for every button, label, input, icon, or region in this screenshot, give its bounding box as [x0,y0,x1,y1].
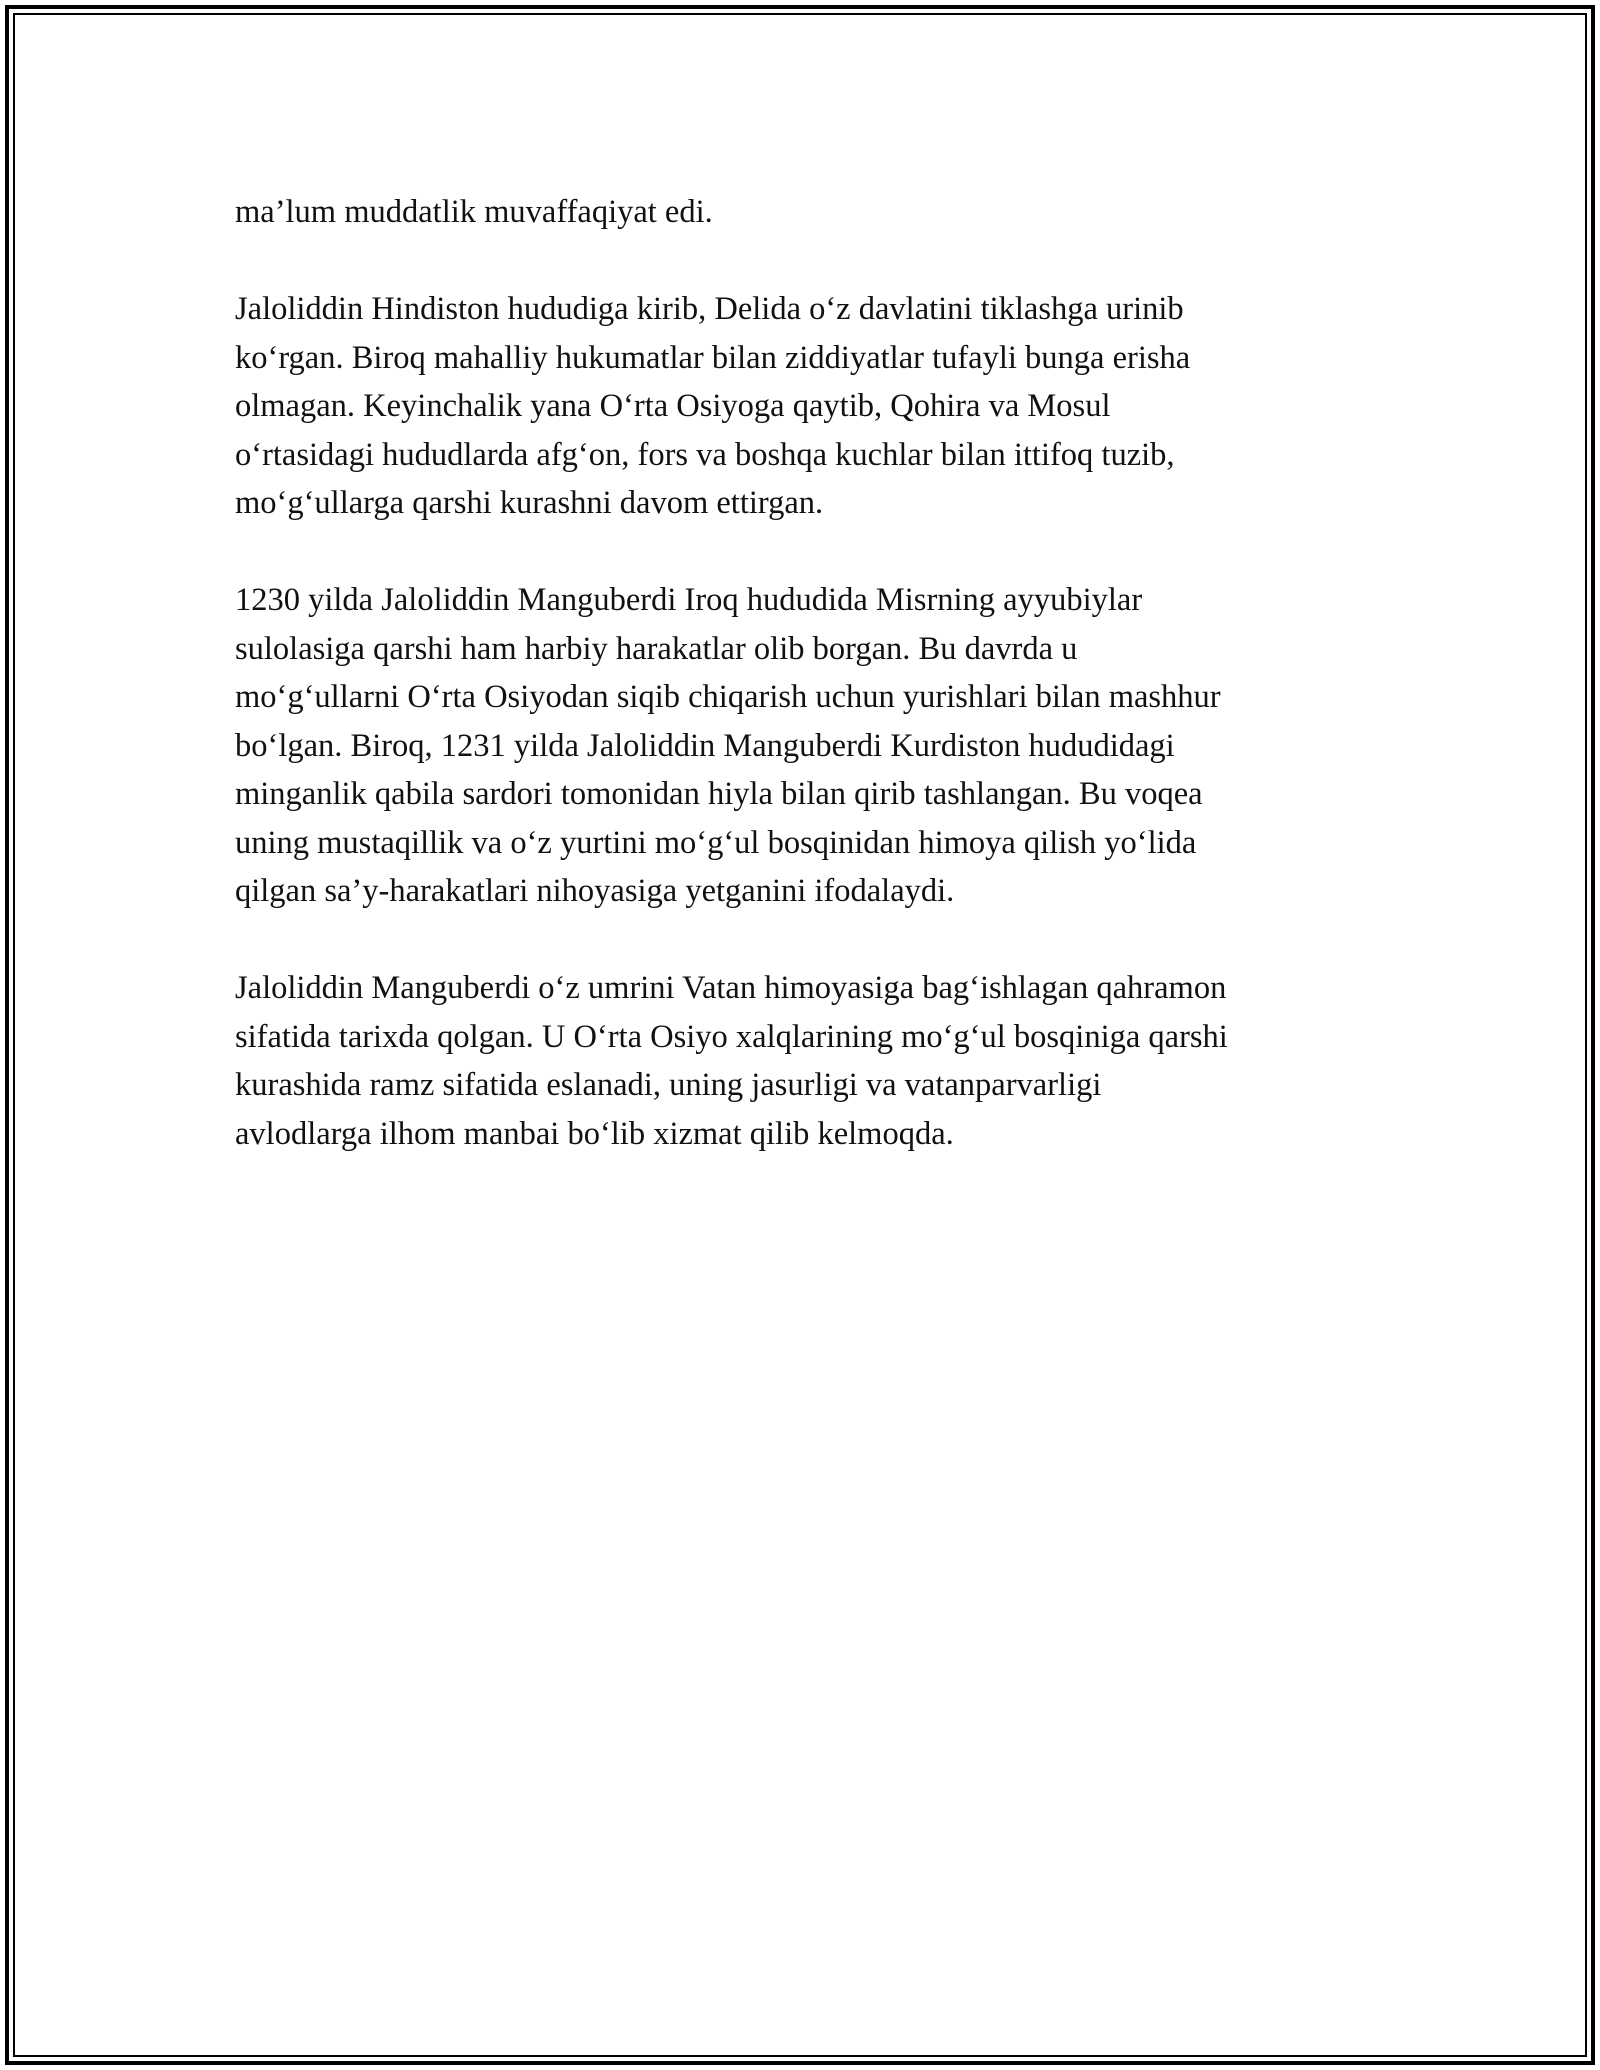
text-line: Jaloliddin Manguberdi o‘z umrini Vatan himoyasiga bag‘ishlagan qahramon [235,970,1227,1006]
paragraph [235,576,1375,916]
text-line: uning mustaqillik va o‘z yurtini mo‘g‘ul bosqinidan himoya qilish yo‘lida [235,824,1197,861]
text-line: mo‘g‘ullarga qarshi kurashni davom ettirgan. [235,485,824,521]
text-line: ma’lum muddatlik muvaffaqiyat edi. [235,194,713,230]
text-line: qilgan sa’y-harakatlari nihoyasiga yetganini ifodalaydi. [235,873,955,909]
text-line: ko‘rgan. Biroq mahalliy hukumatlar bilan ziddiyatlar tufayli bunga erisha [235,339,1191,376]
text-line: o‘rtasidagi hududlarda afg‘on, fors va boshqa kuchlar bilan ittifoq tuzib, [235,436,1175,473]
text-line: sifatida tarixda qolgan. U O‘rta Osiyo xalqlarining mo‘g‘ul bosqiniga qarshi [235,1018,1228,1055]
text-line: 1230 yilda Jaloliddin Manguberdi Iroq hududida Misrning ayyubiylar [235,582,1143,618]
text-line: Jaloliddin Hindiston hududiga kirib, Delida o‘z davlatini tiklashga urinib [235,291,1184,327]
text-line: olmagan. Keyinchalik yana O‘rta Osiyoga qaytib, Qohira va Mosul [235,388,1111,424]
paragraph [235,285,1375,528]
text-line: avlodlarga ilhom manbai bo‘lib xizmat qilib kelmoqda. [235,1115,954,1152]
text-line: bo‘lgan. Biroq, 1231 yilda Jaloliddin Manguberdi Kurdiston hududidagi [235,727,1175,764]
text-line: mo‘g‘ullarni O‘rta Osiyodan siqib chiqarish uchun yurishlari bilan mashhur [235,679,1221,715]
paragraph [235,188,1375,237]
document-body [235,188,1375,1207]
text-line: sulolasiga qarshi ham harbiy harakatlar olib borgan. Bu davrda u [235,630,1078,667]
text-line: minganlik qabila sardori tomonidan hiyla bilan qirib tashlangan. Bu voqea [235,776,1203,812]
paragraph [235,964,1375,1158]
text-line: kurashida ramz sifatida eslanadi, uning jasurligi va vatanparvarligi [235,1067,1102,1103]
